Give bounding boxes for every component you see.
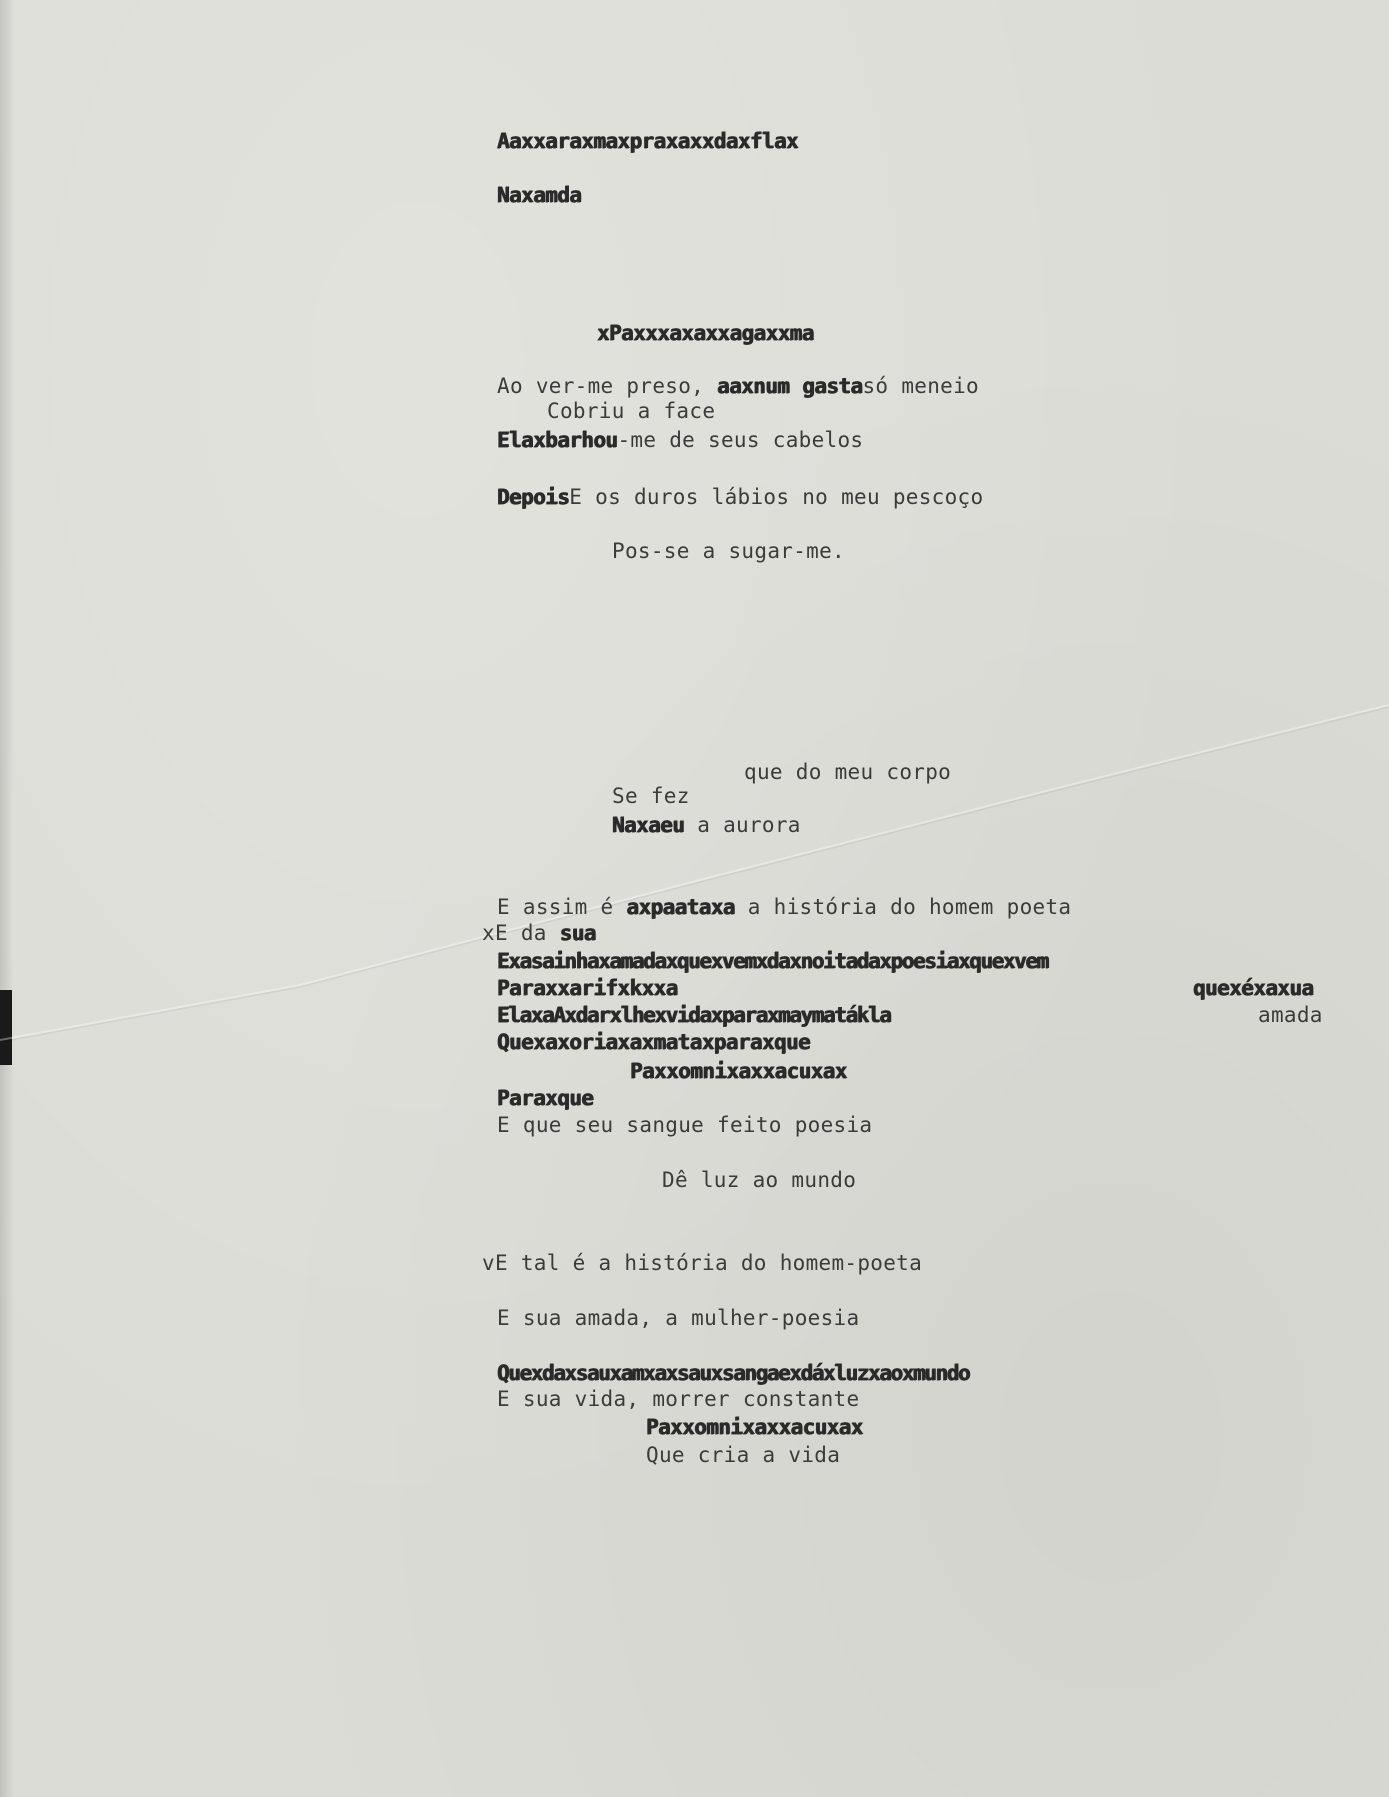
line-text: a aurora <box>684 813 801 837</box>
poem-line <box>497 373 979 399</box>
struck-word: Naxaeu <box>612 813 685 837</box>
poem-line: E que seu sangue feito poesia <box>497 1113 873 1137</box>
struck-line: Paraxxarifxkxxa <box>497 976 678 1000</box>
struck-word: Depois <box>497 485 570 509</box>
struck-line: ElaxaAxdarxlhexvidaxparaxmaymatákla <box>497 1003 891 1027</box>
poem-line <box>612 812 801 838</box>
line-text: Ao ver-me preso, <box>497 374 718 398</box>
poem-line: Cobriu a face <box>547 399 716 423</box>
struck-heading-line: Aaxxaraxmaxpraxaxxdaxflax <box>497 129 799 153</box>
poem-line <box>482 920 596 946</box>
line-text: xE da <box>482 921 560 945</box>
struck-word: sua <box>559 921 596 945</box>
struck-line: Quexaxoriaxaxmataxparaxque <box>497 1030 811 1054</box>
poem-line: Que cria a vida <box>646 1443 841 1467</box>
poem-line: vE tal é a história do homem-poeta <box>482 1251 923 1275</box>
poem-line: E sua vida, morrer constante <box>497 1387 860 1411</box>
struck-title-line: Naxamda <box>497 183 582 207</box>
page-edge-shadow <box>0 0 14 1797</box>
page-edge-tab <box>0 990 12 1065</box>
poem-line: Se fez <box>612 784 690 808</box>
poem-line <box>497 894 1071 920</box>
poem-line: que do meu corpo <box>744 760 952 784</box>
poem-line: Dê luz ao mundo <box>662 1168 857 1192</box>
line-text: E assim é <box>497 895 627 919</box>
struck-line: Paxxomnixaxxacuxax <box>646 1415 863 1439</box>
struck-word: axpaataxa <box>626 895 735 919</box>
line-text: E os duros lábios no meu pescoço <box>569 485 984 509</box>
struck-line: Paraxque <box>497 1086 594 1110</box>
line-text <box>789 374 802 398</box>
struck-line: Paxxomnixaxxacuxax <box>630 1059 847 1083</box>
line-text: -me de seus cabelos <box>617 428 864 452</box>
poem-line <box>497 427 863 453</box>
poem-line: Pos-se a sugar-me. <box>612 539 845 563</box>
struck-line: Quexdaxsauxamxaxsauxsangaexdáxluzxaoxmundo <box>497 1361 970 1385</box>
poem-line <box>497 484 983 510</box>
poem-line: amada <box>1258 1003 1323 1027</box>
struck-word: aaxnum <box>717 374 790 398</box>
line-text: a história do homem poeta <box>734 895 1072 919</box>
struck-subtitle-line: xPaxxxaxaxxagaxxma <box>597 321 814 345</box>
line-text: só meneio <box>862 374 979 398</box>
struck-word: gasta <box>802 374 863 398</box>
poem-line: E sua amada, a mulher-poesia <box>497 1306 860 1330</box>
struck-line: quexéxaxua <box>1193 976 1314 1000</box>
struck-line: Exasainhaxamadaxquexvemxdaxnoitadaxpoesiaxquexvem <box>497 949 1048 973</box>
struck-word: Elaxbarhou <box>497 428 618 452</box>
